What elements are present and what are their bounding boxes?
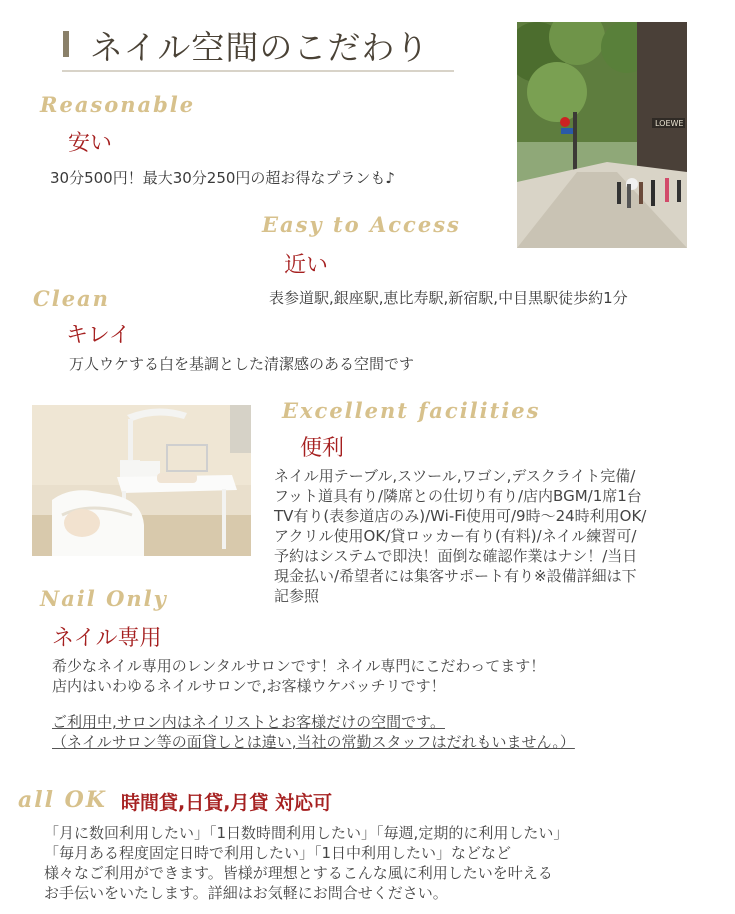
- reasonable-text: 30分500円！最大30分250円の超お得なプランも♪: [50, 169, 396, 187]
- facilities-line: 現金払い/希望者には集客サポート有り※設備詳細は下: [274, 567, 637, 585]
- street-photo: [517, 22, 687, 248]
- all-ok-heading-en: all OK: [18, 787, 107, 813]
- facilities-line: 予約はシステムで即決！面倒な確認作業はナシ！/当日: [274, 547, 638, 565]
- nail-only-note-line: ご利用中,サロン内はネイリストとお客様だけの空間です。: [52, 713, 445, 731]
- facilities-heading-en: Excellent facilities: [282, 398, 541, 423]
- clean-heading-jp: キレイ: [66, 323, 131, 348]
- facilities-line: アクリル使用OK/貸ロッカー有り(有料)/ネイル練習可/: [274, 527, 637, 545]
- street-photo-illustration: [517, 22, 687, 248]
- nail-only-note-line: （ネイルサロン等の面貸しとは違い,当社の常勤スタッフはだれもいません。）: [52, 733, 575, 751]
- access-heading-jp: 近い: [284, 253, 329, 278]
- facilities-line: 記参照: [274, 587, 320, 605]
- nail-only-heading-jp: ネイル専用: [52, 626, 162, 651]
- reasonable-heading-jp: 安い: [68, 131, 113, 156]
- nail-only-heading-en: Nail Only: [40, 586, 168, 611]
- loewe-sign: LOEWE: [655, 119, 684, 128]
- salon-photo: [32, 405, 251, 556]
- all-ok-heading-jp: 時間貸,日貸,月貸 対応可: [121, 792, 333, 814]
- facilities-text: [274, 466, 646, 606]
- facilities-line: TV有り(表参道店のみ)/Wi-Fi使用可/9時〜24時利用OK/: [274, 507, 647, 525]
- salon-photo-illustration: [32, 405, 251, 556]
- clean-text: 万人ウケする白を基調とした清潔感のある空間です: [69, 355, 415, 373]
- facilities-heading-jp: 便利: [300, 436, 345, 461]
- title-divider: [62, 70, 454, 72]
- all-ok-line: 「毎月ある程度固定日時で利用したい」「1日中利用したい」などなど: [44, 844, 512, 862]
- all-ok-line: お手伝いをいたします。詳細はお気軽にお問合せください。: [44, 884, 448, 902]
- page-title: ネイル空間のこだわり: [90, 28, 430, 67]
- clean-heading-en: Clean: [33, 286, 110, 311]
- all-ok-line: 様々なご利用ができます。皆様が理想とするこんな風に利用したいを叶える: [44, 864, 553, 882]
- all-ok-text: [44, 823, 568, 903]
- title-accent-bar: [63, 31, 69, 57]
- access-heading-en: Easy to Access: [262, 212, 461, 237]
- nail-only-note: [52, 712, 575, 752]
- access-text: 表参道駅,銀座駅,恵比寿駅,新宿駅,中目黒駅徒歩約1分: [269, 289, 628, 307]
- nail-only-line: 店内はいわゆるネイルサロンで,お客様ウケバッチリです！: [52, 677, 446, 695]
- nail-only-line: 希少なネイル専用のレンタルサロンです！ネイル専門にこだわってます！: [52, 657, 546, 675]
- reasonable-heading-en: Reasonable: [40, 92, 196, 117]
- nail-only-text: [52, 656, 545, 696]
- facilities-line: フット道具有り/隣席との仕切り有り/店内BGM/1席1台: [274, 487, 642, 505]
- all-ok-line: 「月に数回利用したい」「1日数時間利用したい」「毎週,定期的に利用したい」: [44, 824, 569, 842]
- facilities-line: ネイル用テーブル,スツール,ワゴン,デスクライト完備/: [274, 467, 636, 485]
